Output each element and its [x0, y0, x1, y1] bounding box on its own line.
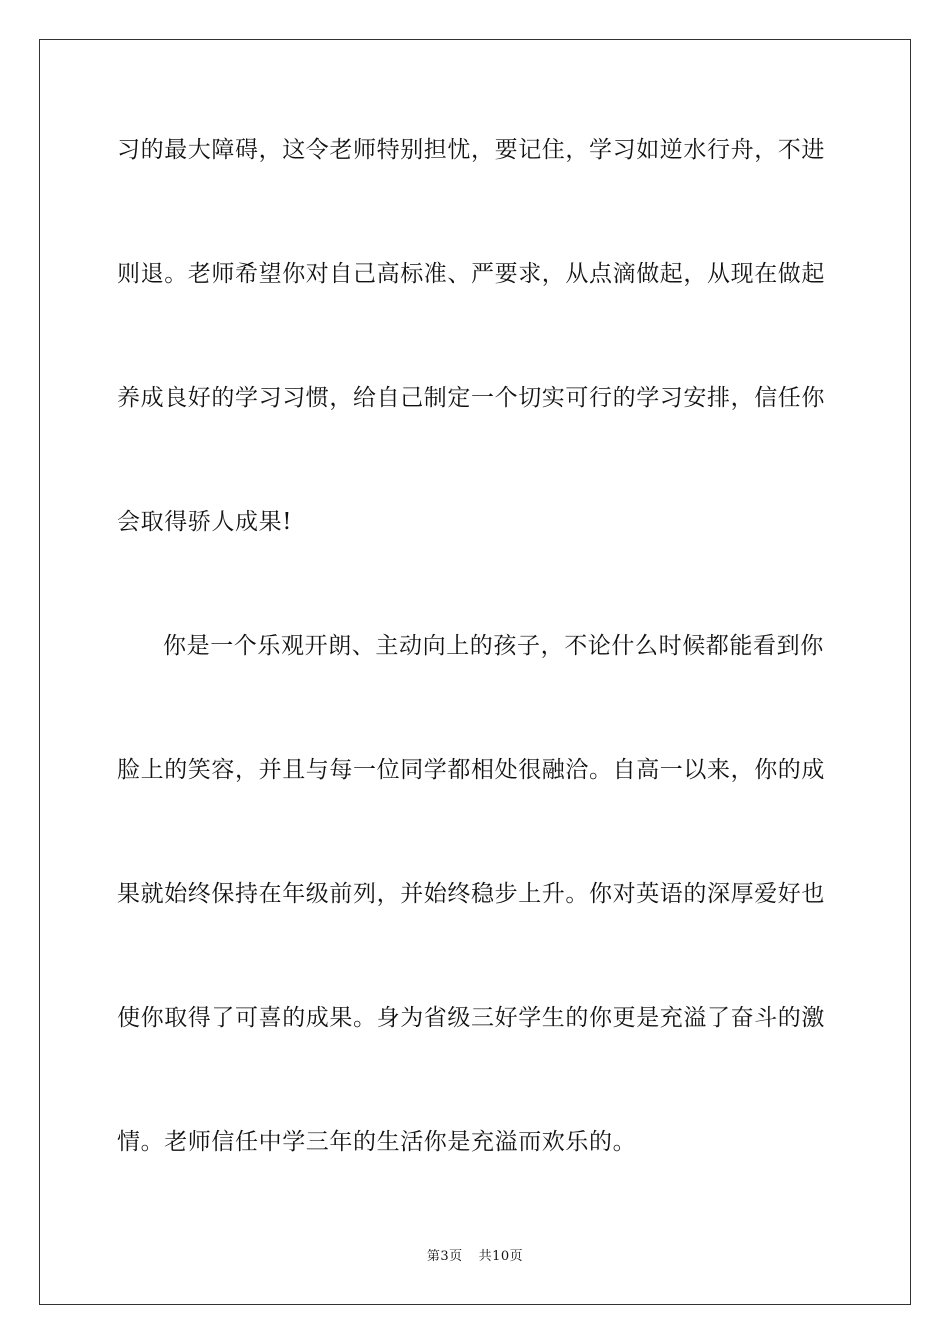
page-number: 第3页: [426, 1249, 463, 1264]
text-line: 情。老师信任中学三年的生活你是充溢而欢乐的。: [117, 1129, 637, 1155]
page-total: 共10页: [478, 1249, 524, 1264]
page-border: [39, 39, 911, 1305]
text-line: 则退。老师希望你对自己高标准、严要求，从点滴做起，从现在做起: [117, 261, 825, 287]
text-line: 脸上的笑容，并且与每一位同学都相处很融洽。自高一以来，你的成: [117, 757, 825, 783]
text-line: 使你取得了可喜的成果。身为省级三好学生的你更是充溢了奋斗的激: [117, 1005, 825, 1031]
page-footer: [0, 1248, 950, 1266]
text-line: 果就始终保持在年级前列，并始终稳步上升。你对英语的深厚爱好也: [117, 881, 825, 907]
text-line: 习的最大障碍，这令老师特别担忧，要记住，学习如逆水行舟，不进: [117, 137, 825, 163]
text-line: 养成良好的学习习惯，给自己制定一个切实可行的学习安排，信任你: [117, 385, 825, 411]
paragraph-first-line: 你是一个乐观开朗、主动向上的孩子，不论什么时候都能看到你: [163, 633, 824, 659]
text-line: 会取得骄人成果!: [117, 509, 293, 535]
